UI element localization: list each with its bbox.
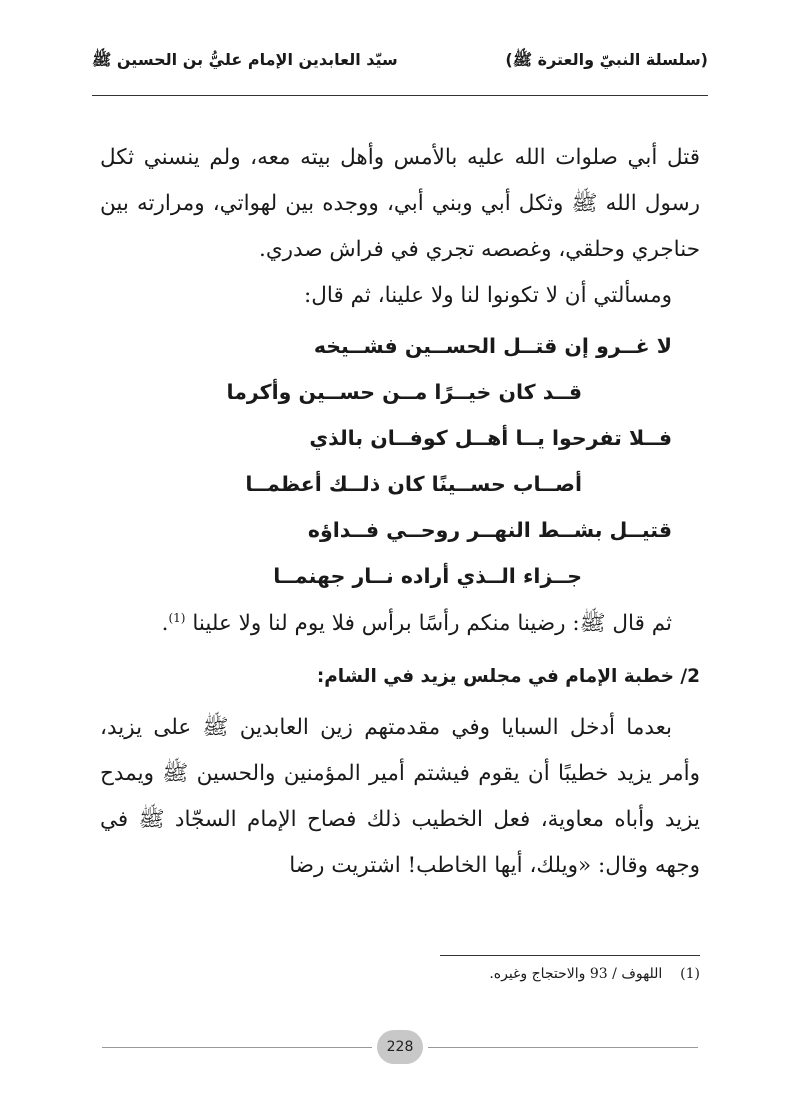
footnote-marker: (1) (680, 966, 700, 982)
section-heading: 2/ خطبة الإمام في مجلس يزيد في الشام: (316, 666, 700, 687)
footnote-text: اللهوف / 93 والاحتجاج وغيره. (489, 966, 663, 982)
paragraph-4: بعدما أدخل السبايا وفي مقدمتهم زين العابدين ﷺ على يزيد، وأمر يزيد خطيبًا أن يقوم فيشتم أمير المؤمنين والحسين ﷺ ويمدح يزيد وأباه معاوية، فعل الخطيب ذلك فصاح الإمام السجّاد ﷺ في وجهه وقال: «ويلك، أيها الخاطب! اشتريت رضا (100, 715, 700, 878)
poem-verse-4: أصــاب حســينًا كان ذلــك أعظمــا (245, 472, 582, 496)
running-header (92, 50, 708, 100)
poem-verse-6: جــزاء الــذي أراده نــار جهنمــا (273, 564, 582, 588)
page-number-rule-left (102, 1047, 372, 1048)
page-number-rule-right (428, 1047, 698, 1048)
header-divider (92, 95, 708, 96)
book-title: سيّد العابدين الإمام عليُّ بن الحسين ﷺ (92, 50, 398, 69)
poem (100, 323, 700, 599)
page-body (100, 135, 700, 889)
footnote-reference[interactable]: (1) (168, 610, 186, 625)
paragraph-2: ومسألتي أن لا تكونوا لنا ولا علينا، ثم قال: (304, 283, 672, 308)
footnote (489, 963, 700, 985)
series-title: (سلسلة النبيّ والعترة ﷺ) (505, 50, 708, 69)
paragraph-3 (100, 601, 700, 647)
footnote-divider (440, 955, 700, 956)
paragraph-1: قتل أبي صلوات الله عليه بالأمس وأهل بيته معه، ولم ينسني ثكل رسول الله ﷺ وثكل أبي وبني أبي، ووجده بين لهواتي، ومرارته بين حناجري وحلقي، وغصصه تجري في فراش صدري. (100, 145, 700, 262)
poem-verse-2: قــد كان خيــرًا مــن حســين وأكرما (226, 380, 582, 404)
paragraph-3-text: ثم قال ﷺ: رضينا منكم رأسًا برأس فلا يوم لنا ولا علينا (192, 611, 672, 636)
poem-verse-3: فــلا تفرحوا يــا أهــل كوفــان بالذي (309, 426, 672, 450)
poem-verse-5: قتيــل بشــط النهــر روحــي فــداؤه (307, 518, 672, 542)
page-number: 228 (377, 1030, 423, 1064)
paragraph-3-end: . (161, 611, 169, 636)
poem-verse-1: لا غــرو إن قتــل الحســين فشــيخه (313, 334, 672, 358)
